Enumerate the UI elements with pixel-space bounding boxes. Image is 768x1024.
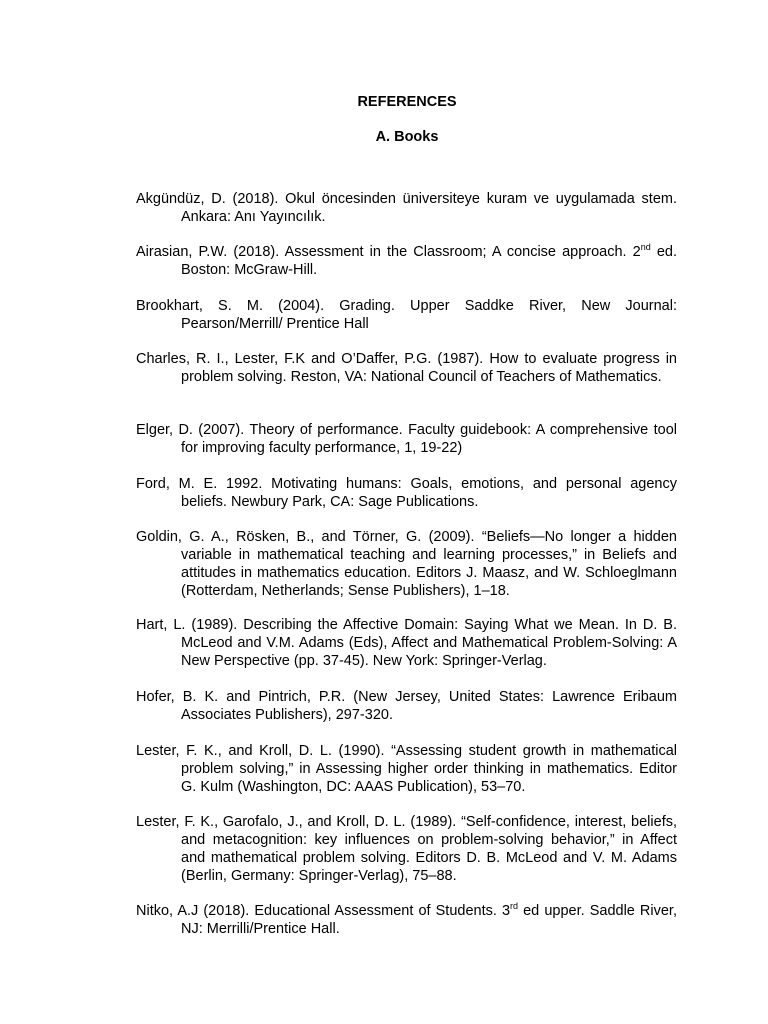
reference-entry: Lester, F. K., Garofalo, J., and Kroll, D. L. (1989). “Self-confidence, interest, beliefs, and metacognition: key influences on problem-solving behavior,” in Affect and mathematical problem solving. Editors D. B. McLeod and V. M. Adams (Berlin, Germany: Springer-Verlag), 75–88. <box>136 813 677 884</box>
reference-text: Airasian, P.W. (2018). Assessment in the Classroom; A concise approach. 2 <box>136 243 641 260</box>
ordinal-suffix: rd <box>510 900 519 911</box>
reference-entry <box>136 243 677 279</box>
reference-text: Nitko, A.J (2018). Educational Assessment of Students. 3 <box>136 902 511 919</box>
reference-entry: Lester, F. K., and Kroll, D. L. (1990). “Assessing student growth in mathematical problem solving,” in Assessing higher order thinking in mathematics. Editor G. Kulm (Washington, DC: AAAS Publication), 53–70. <box>136 742 677 795</box>
reference-entry: Hofer, B. K. and Pintrich, P.R. (New Jersey, United States: Lawrence Eribaum Associates Publishers), 297-320. <box>136 688 677 723</box>
ordinal-suffix: nd <box>640 241 651 252</box>
reference-entry: Elger, D. (2007). Theory of performance. Faculty guidebook: A comprehensive tool for improving faculty performance, 1, 19-22) <box>136 421 677 456</box>
reference-entry: Charles, R. I., Lester, F.K and O’Daffer, P.G. (1987). How to evaluate progress in problem solving. Reston, VA: National Council of Teachers of Mathematics. <box>136 350 677 385</box>
section-heading-books: A. Books <box>375 129 439 145</box>
reference-entry <box>136 902 677 938</box>
reference-entry: Hart, L. (1989). Describing the Affective Domain: Saying What we Mean. In D. B. McLeod and V.M. Adams (Eds), Affect and Mathematical Problem-Solving: A New Perspective (pp. 37-45). New York: Springer-Verlag. <box>136 616 677 669</box>
reference-text: ed. Boston: McGraw-Hill. <box>181 243 677 278</box>
reference-entry: Ford, M. E. 1992. Motivating humans: Goals, emotions, and personal agency beliefs. Newbury Park, CA: Sage Publications. <box>136 475 677 510</box>
reference-text: ed upper. Saddle River, NJ: Merrilli/Prentice Hall. <box>181 902 677 937</box>
reference-entry: Goldin, G. A., Rösken, B., and Törner, G. (2009). “Beliefs—No longer a hidden variable in mathematical teaching and learning processes,” in Beliefs and attitudes in mathematics education. Editors J. Maasz, and W. Schloeglmann (Rotterdam, Netherlands; Sense Publishers), 1–18. <box>136 528 677 599</box>
page-title: REFERENCES <box>357 94 457 110</box>
reference-entry: Brookhart, S. M. (2004). Grading. Upper Saddke River, New Journal: Pearson/Merrill/ Prentice Hall <box>136 297 677 332</box>
reference-entry: Akgündüz, D. (2018). Okul öncesinden üniversiteye kuram ve uygulamada stem. Ankara: Anı Yayıncılık. <box>136 190 677 225</box>
